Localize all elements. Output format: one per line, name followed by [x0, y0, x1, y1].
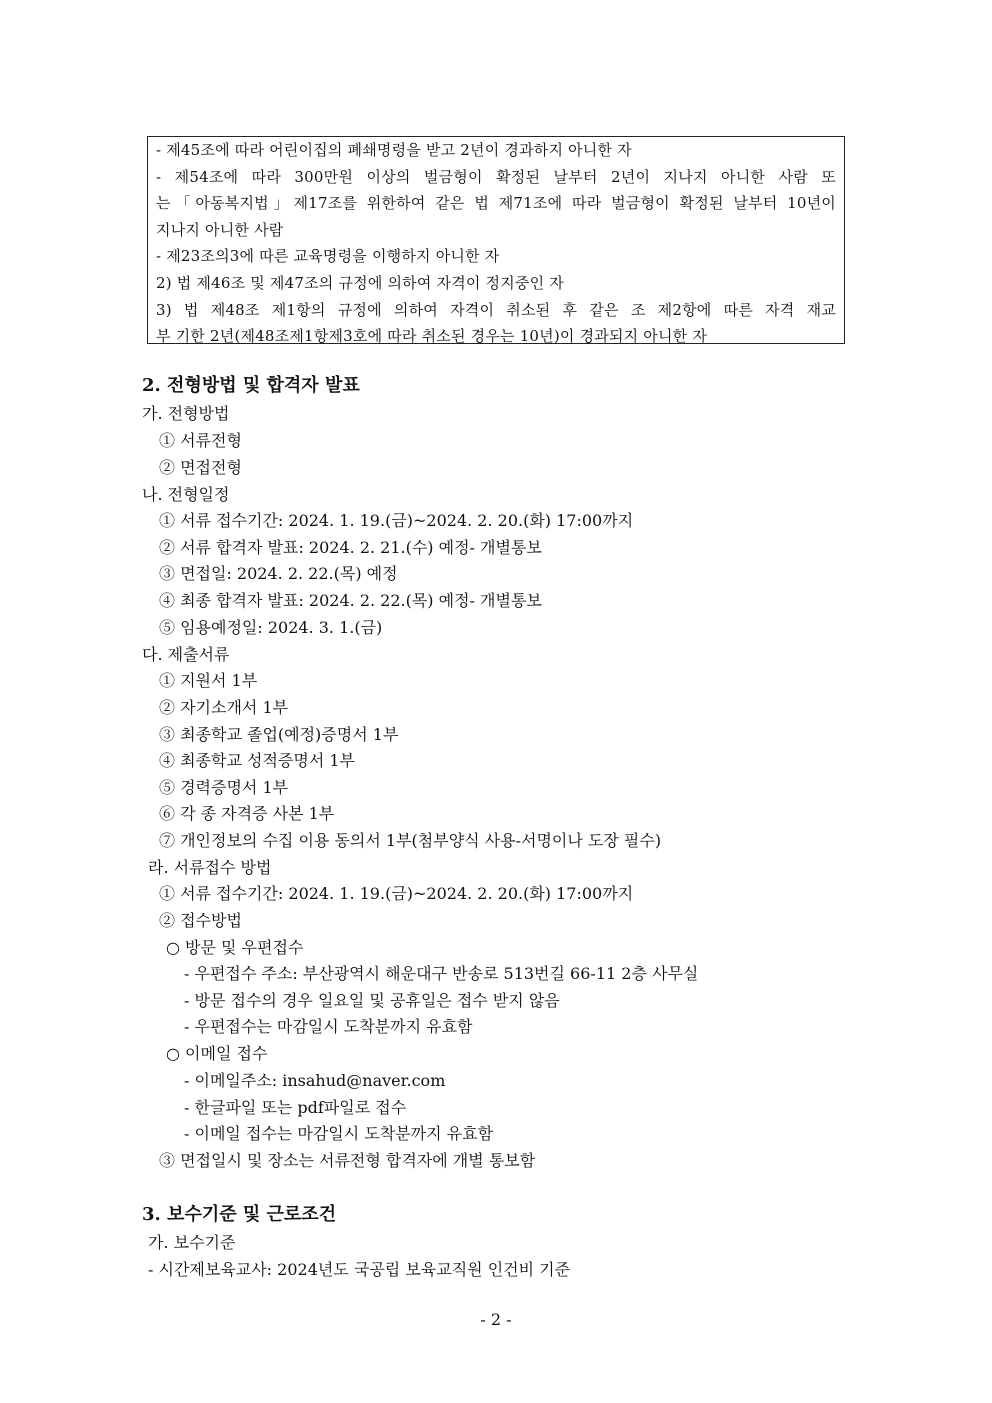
list-item: ⑤ 경력증명서 1부 — [159, 778, 289, 797]
list-item: ① 지원서 1부 — [159, 671, 258, 690]
email-title: ○ 이메일 접수 — [166, 1044, 268, 1063]
list-item: - 이메일주소: insahud@naver.com — [184, 1071, 446, 1090]
box-line: - 제23조의3에 따른 교육명령을 이행하지 아니한 자 — [156, 247, 500, 266]
page-number: - 2 - — [480, 1310, 512, 1329]
list-item: ③ 최종학교 졸업(예정)증명서 1부 — [159, 725, 399, 744]
list-item: ④ 최종 합격자 발표: 2024. 2. 22.(목) 예정- 개별통보 — [159, 591, 542, 610]
list-item: ① 서류전형 — [159, 431, 242, 450]
list-item: - 우편접수 주소: 부산광역시 해운대구 반송로 513번길 66-11 2층 사무실 — [184, 964, 699, 983]
list-item: ③ 면접일: 2024. 2. 22.(목) 예정 — [159, 564, 398, 583]
visit-title: ○ 방문 및 우편접수 — [166, 938, 304, 957]
list-item: ⑦ 개인정보의 수집 이용 동의서 1부(첨부양식 사용-서명이나 도장 필수) — [159, 831, 662, 850]
list-item: - 방문 접수의 경우 일요일 및 공휴일은 접수 받지 않음 — [184, 991, 560, 1010]
section3-a-title: 가. 보수기준 — [148, 1233, 236, 1252]
list-item: ⑤ 임용예정일: 2024. 3. 1.(금) — [159, 618, 383, 637]
disqualification-box — [147, 136, 845, 344]
list-item: ② 면접전형 — [159, 458, 242, 477]
box-line: 는「아동복지법」제17조를 위한하여 같은 법 제71조에 따라 벌금형이 확정된 날부터 10년이 — [156, 194, 836, 213]
list-item: - 한글파일 또는 pdf파일로 접수 — [184, 1098, 407, 1117]
list-item: - 우편접수는 마감일시 도착분까지 유효함 — [184, 1017, 473, 1036]
box-line: - 제45조에 따라 어린이집의 폐쇄명령을 받고 2년이 경과하지 아니한 자 — [156, 141, 632, 159]
list-item: ⑥ 각 종 자격증 사본 1부 — [159, 804, 335, 823]
list-item: ② 자기소개서 1부 — [159, 698, 289, 717]
list-item: ② 서류 합격자 발표: 2024. 2. 21.(수) 예정- 개별통보 — [159, 538, 542, 557]
list-item: ③ 면접일시 및 장소는 서류전형 합격자에 개별 통보함 — [159, 1151, 536, 1170]
section2-a-title: 가. 전형방법 — [142, 404, 230, 423]
section2-title: 2. 전형방법 및 합격자 발표 — [142, 375, 360, 396]
list-item: ① 서류 접수기간: 2024. 1. 19.(금)~2024. 2. 20.(화) 17:00까지 — [159, 511, 634, 530]
list-item: - 시간제보육교사: 2024년도 국공립 보육교직원 인건비 기준 — [148, 1260, 571, 1279]
list-item: ④ 최종학교 성적증명서 1부 — [159, 751, 355, 770]
section2-c-title: 다. 제출서류 — [142, 645, 230, 664]
box-line: 부 기한 2년(제48조제1항제3호에 따라 취소된 경우는 10년)이 경과되지 아니한 자 — [156, 327, 708, 346]
list-item: ② 접수방법 — [159, 911, 242, 930]
section2-d-title: 라. 서류접수 방법 — [148, 858, 272, 877]
box-line: 3) 법 제48조 제1항의 규정에 의하여 자격이 취소된 후 같은 조 제2항에 따른 자격 재교 — [156, 300, 836, 319]
box-line: 지나지 아니한 사람 — [156, 220, 284, 239]
list-item: ① 서류 접수기간: 2024. 1. 19.(금)~2024. 2. 20.(화) 17:00까지 — [159, 884, 634, 903]
box-line: 2) 법 제46조 및 제47조의 규정에 의하여 자격이 정지중인 자 — [156, 273, 564, 292]
list-item: - 이메일 접수는 마감일시 도착분까지 유효함 — [184, 1124, 494, 1143]
section2-b-title: 나. 전형일정 — [142, 485, 230, 504]
section3-title: 3. 보수기준 및 근로조건 — [142, 1204, 337, 1225]
box-line: - 제54조에 따라 300만원 이상의 벌금형이 확정된 날부터 2년이 지나지 아니한 사람 또 — [156, 167, 836, 186]
